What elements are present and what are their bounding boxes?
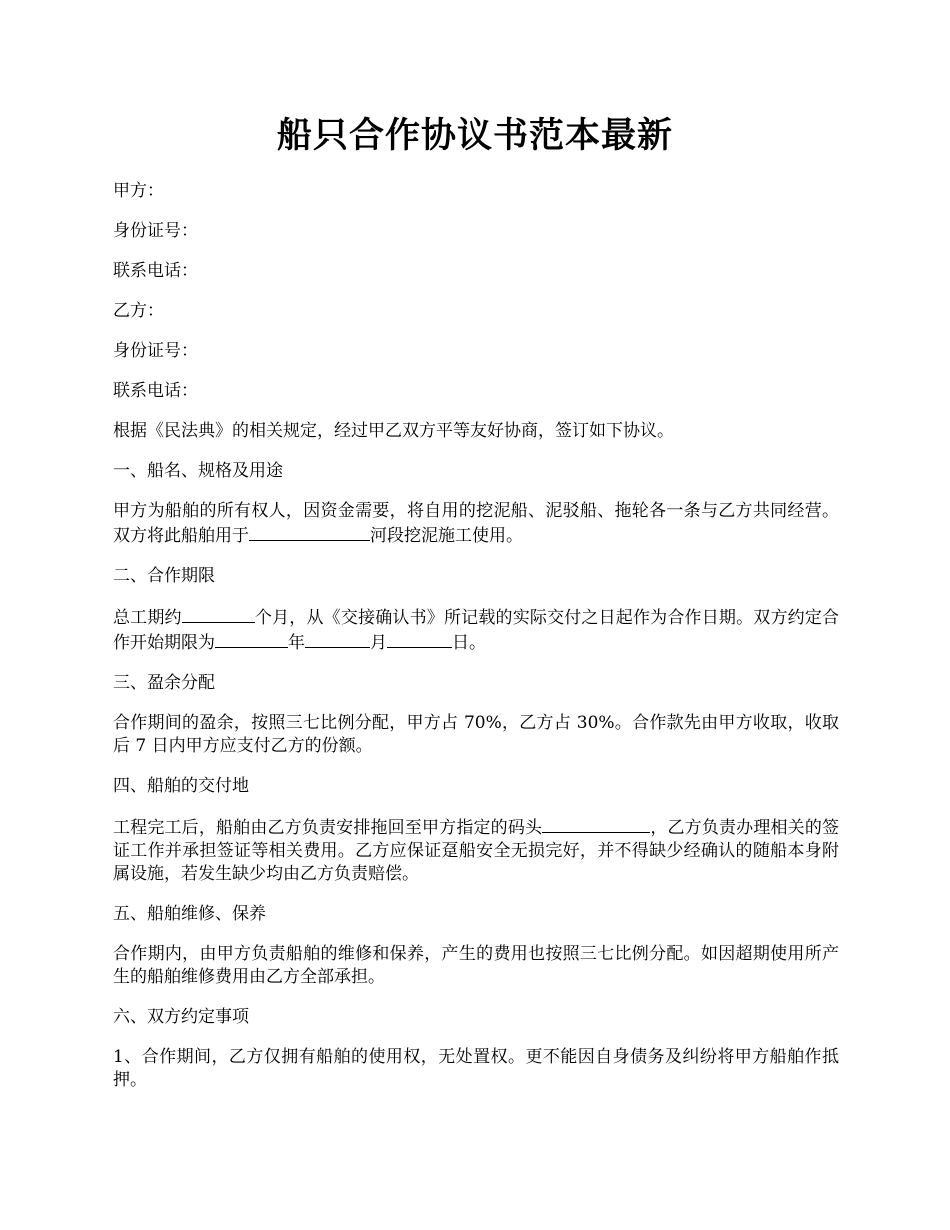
party-b-id-label: 身份证号： (113, 341, 198, 361)
section3-paragraph: 合作期间的盈余，按照三七比例分配，甲方占 70%，乙方占 30%。合作款先由甲方收取，收取后 7 日内甲方应支付乙方的份额。 (113, 713, 839, 756)
intro-paragraph: 根据《民法典》的相关规定，经过甲乙双方平等友好协商，签订如下协议。 (113, 421, 674, 441)
section1-heading: 一、船名、规格及用途 (113, 461, 283, 481)
section2-part1: 总工期约 (113, 608, 182, 628)
river-section-blank (249, 523, 370, 541)
section4-heading: 四、船舶的交付地 (113, 776, 249, 796)
section2-heading: 二、合作期限 (113, 566, 215, 586)
party-b-phone-label: 联系电话： (113, 381, 198, 401)
section4-text-after: ，乙方负责办理相关的签证工作并承担签证等相关费用。乙方应保证趸船安全无损完好，并不得缺少经确认的随船本身附属设施，若发生缺少均由乙方负责赔偿。 (113, 818, 840, 884)
day-blank (387, 630, 452, 648)
section4-text-before: 工程完工后，船舶由乙方负责安排拖回至甲方指定的码头 (113, 818, 543, 838)
section5-heading: 五、船舶维修、保养 (113, 904, 266, 924)
section3-heading: 三、盈余分配 (113, 673, 215, 693)
party-a-phone-label: 联系电话： (113, 261, 198, 281)
section1-text-before: 甲方为船舶的所有权人，因资金需要，将自用的挖泥船、泥驳船、拖轮各一条与乙方共同经营。双方将此船舶用于 (113, 501, 839, 546)
dock-blank (542, 815, 650, 833)
section2-part3: 年 (288, 633, 305, 653)
section1-text-after: 河段挖泥施工使用。 (370, 526, 523, 546)
section6-item1: 1、合作期间，乙方仅拥有船舶的使用权，无处置权。更不能因自身债务及纠纷将甲方船舶作抵押。 (113, 1047, 839, 1090)
section2-part5: 日。 (452, 633, 486, 653)
section1-paragraph (113, 500, 839, 548)
party-a-label: 甲方： (113, 181, 164, 201)
document-body (113, 180, 839, 1109)
section6-heading: 六、双方约定事项 (113, 1007, 249, 1027)
section2-part2: 个月，从《交接确认书》所记载的实际交付之日起作为合作日期。双方约定合作开始期限为 (113, 608, 840, 653)
year-blank (215, 630, 288, 648)
months-blank (182, 605, 255, 623)
party-b-label: 乙方： (113, 301, 164, 321)
month-blank (305, 630, 370, 648)
section4-paragraph (113, 815, 839, 886)
section5-paragraph: 合作期内，由甲方负责船舶的维修和保养，产生的费用也按照三七比例分配。如因超期使用所产生的船舶维修费用由乙方全部承担。 (113, 944, 839, 987)
section2-part4: 月 (370, 633, 387, 653)
party-a-id-label: 身份证号： (113, 221, 198, 241)
section2-paragraph (113, 605, 839, 655)
page-title: 船只合作协议书范本最新 (276, 115, 673, 156)
